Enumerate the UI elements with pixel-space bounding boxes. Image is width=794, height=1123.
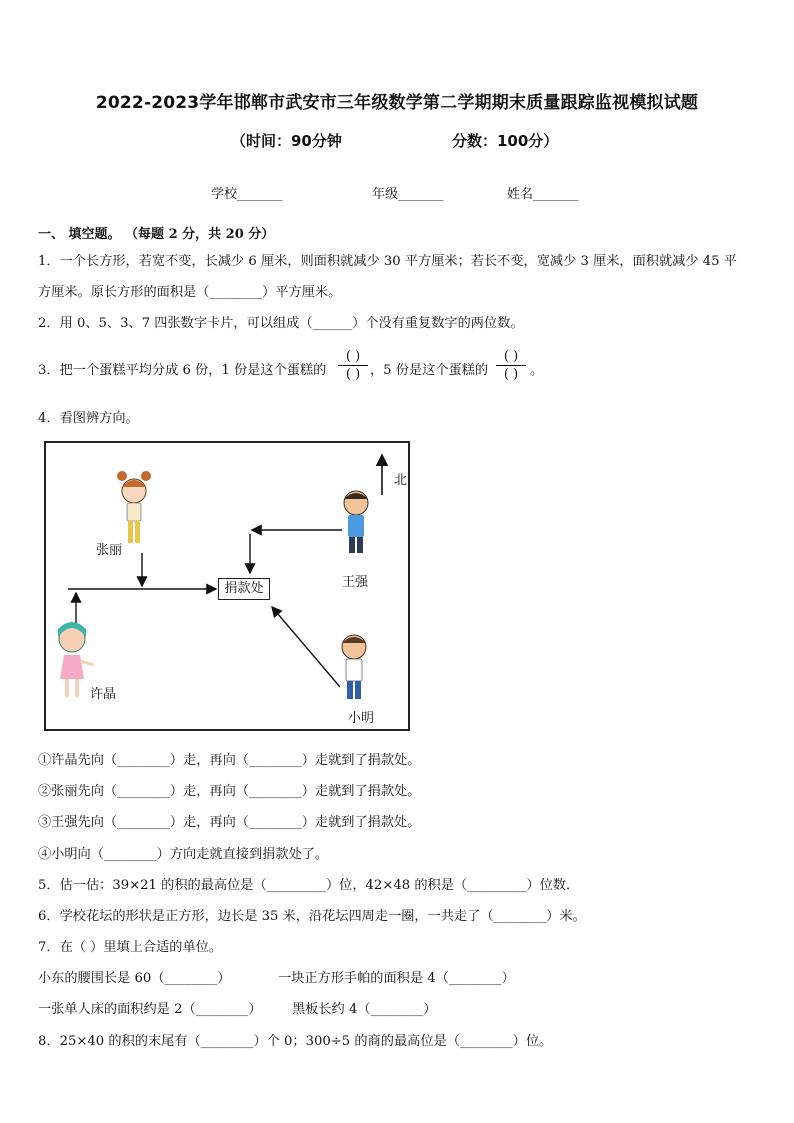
question-7-item-c: 一张单人床的面积约是 2（________） [38, 1002, 262, 1017]
xujing-label: 许晶 [90, 687, 117, 702]
north-label: 北 [394, 473, 408, 488]
fraction-numerator-blank: ( ) [345, 349, 361, 364]
question-4-item-1: ①许晶先向（________）走，再向（________）走就到了捐款处。 [38, 753, 421, 768]
question-7-item-d: 黑板长约 4（________） [292, 1002, 437, 1017]
question-7-item-a: 小东的腰围长是 60（________） [38, 971, 231, 986]
fraction-denominator-blank: ( ) [345, 367, 361, 382]
zhangli-label: 张丽 [96, 543, 123, 558]
xiaoming-label: 小明 [348, 711, 375, 726]
direction-figure [44, 441, 410, 731]
question-4-item-2: ②张丽先向（________）走，再向（________）走就到了捐款处。 [38, 784, 421, 799]
wangqiang-label: 王强 [342, 575, 369, 590]
xiaoming-figure [342, 635, 366, 699]
school-field: 学校_______ [211, 187, 283, 202]
question-1-line-1: 1．一个长方形，若宽不变，长减少 6 厘米，则面积就减少 30 平方厘米；若长不变，宽减少 3 厘米，面积就减少 45 平 [38, 254, 737, 269]
wangqiang-figure [344, 491, 368, 553]
question-1-line-2: 方厘米。原长方形的面积是（________）平方厘米。 [38, 285, 342, 300]
question-3-part-3: 。 [530, 363, 544, 378]
question-4-item-4: ④小明向（________）方向走就直接到捐款处了。 [38, 847, 329, 862]
section-heading: 一、 填空题。 （每题 2 分，共 20 分） [38, 227, 275, 242]
question-6: 6．学校花坛的形状是正方形，边长是 35 米，沿花坛四周走一圈，一共走了（________）米。 [38, 909, 586, 924]
question-4-item-3: ③王强先向（________）走，再向（________）走就到了捐款处。 [38, 815, 421, 830]
grade-field: 年级_______ [372, 187, 444, 202]
question-4-title: 4．看图辨方向。 [38, 411, 139, 426]
fraction-blank-2 [494, 348, 528, 383]
name-field: 姓名_______ [507, 187, 579, 202]
exam-time: （时间：90分钟 [231, 132, 342, 150]
exam-score: 分数：100分） [452, 132, 559, 150]
fraction-denominator-blank: ( ) [503, 367, 519, 382]
question-7-item-b: 一块正方形手帕的面积是 4（________） [278, 971, 515, 986]
question-3-part-1: 3．把一个蛋糕平均分成 6 份，1 份是这个蛋糕的 [38, 363, 327, 378]
question-8: 8．25×40 的积的末尾有（________）个 0；300÷5 的商的最高位是（________）位。 [38, 1034, 553, 1049]
path-xiaoming-northwest [272, 607, 340, 687]
zhangli-figure [117, 471, 151, 543]
page-title: 2022-2023学年邯郸市武安市三年级数学第二学期期末质量跟踪监视模拟试题 [95, 93, 699, 113]
fraction-blank-1 [336, 348, 370, 383]
question-5: 5．估一估：39×21 的积的最高位是（_________）位，42×48 的积是（_________）位数． [38, 878, 580, 893]
xujing-figure [58, 622, 94, 697]
question-7-title: 7．在（ ）里填上合适的单位。 [38, 940, 223, 955]
donation-point: 捐款处 [218, 578, 270, 600]
question-2: 2．用 0、5、3、7 四张数字卡片，可以组成（______）个没有重复数字的两位数。 [38, 316, 524, 331]
fraction-numerator-blank: ( ) [503, 349, 519, 364]
question-3-part-2: ，5 份是这个蛋糕的 [370, 363, 489, 378]
